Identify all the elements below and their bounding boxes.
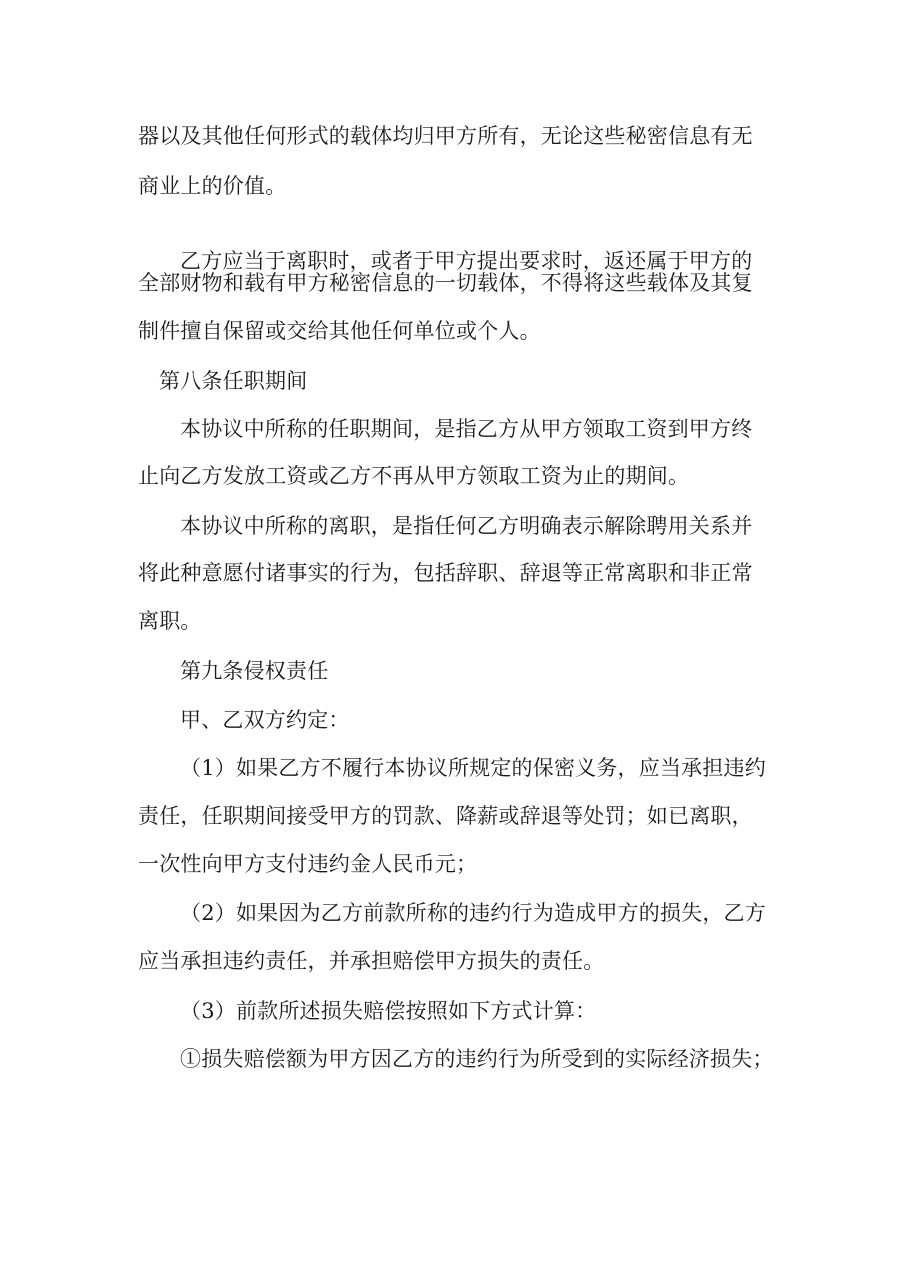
paragraph-line: 应当承担违约责任，并承担赔偿甲方损失的责任。: [138, 949, 605, 973]
paragraph-line: 器以及其他任何形式的载体均归甲方所有，无论这些秘密信息有无: [138, 124, 753, 148]
paragraph-line: 责任，任职期间接受甲方的罚款、降薪或辞退等处罚；如已离职，: [138, 804, 753, 828]
paragraph-line: 离职。: [138, 609, 202, 633]
paragraph-line: 一次性向甲方支付违约金人民币元；: [138, 852, 478, 876]
paragraph-line: 全部财物和载有甲方秘密信息的一切载体，不得将这些载体及其复: [138, 271, 753, 295]
paragraph-line: 制件擅自保留或交给其他任何单位或个人。: [138, 319, 541, 343]
paragraph-line: 商业上的价值。: [138, 174, 287, 198]
paragraph-line: （3）前款所述损失赔偿按照如下方式计算：: [180, 999, 597, 1023]
paragraph-line: 本协议中所称的离职，是指任何乙方明确表示解除聘用关系并: [180, 514, 753, 538]
paragraph-line: （1）如果乙方不履行本协议所规定的保密义务，应当承担违约: [180, 756, 766, 780]
section-heading: 第九条侵权责任: [180, 659, 329, 683]
paragraph-line: （2）如果因为乙方前款所称的违约行为造成甲方的损失，乙方: [180, 901, 766, 925]
paragraph-line: 将此种意愿付诸事实的行为，包括辞职、辞退等正常离职和非正常: [138, 561, 753, 585]
paragraph-line: 本协议中所称的任职期间，是指乙方从甲方领取工资到甲方终: [180, 417, 753, 441]
paragraph-line: 止向乙方发放工资或乙方不再从甲方领取工资为止的期间。: [138, 464, 690, 488]
paragraph-line: 甲、乙双方约定：: [180, 708, 350, 732]
paragraph-line: ①损失赔偿额为甲方因乙方的违约行为所受到的实际经济损失；: [180, 1047, 774, 1071]
paragraph-line: 乙方应当于离职时，或者于甲方提出要求时，返还属于甲方的: [180, 249, 753, 273]
section-heading: 第八条任职期间: [159, 369, 308, 393]
